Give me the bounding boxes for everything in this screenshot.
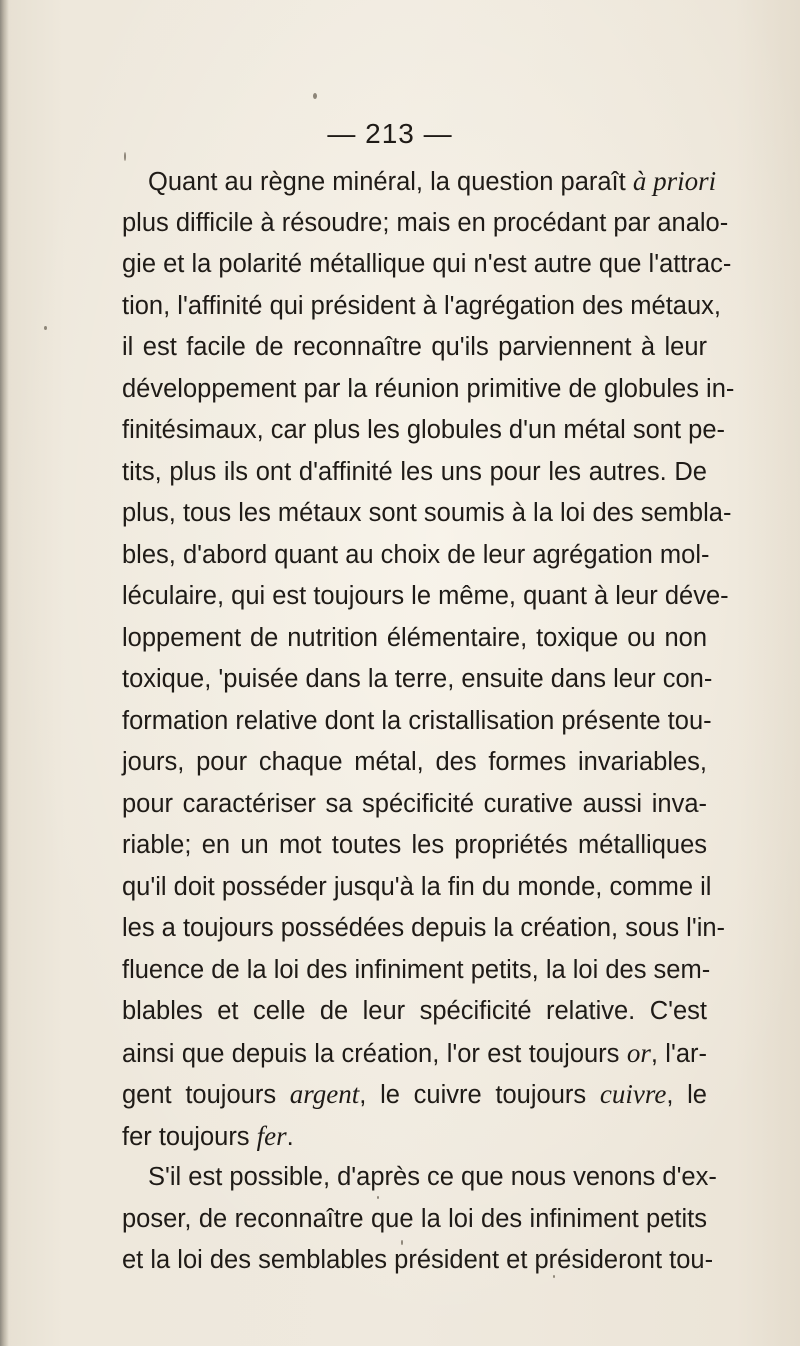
text-run: jours, pour chaque métal, des formes invariables, xyxy=(122,748,707,776)
text-run: gie et la polarité métallique qui n'est autre que l'attrac- xyxy=(122,250,732,278)
text-line xyxy=(122,1199,707,1241)
text-run: les a toujours possédées depuis la création, sous l'in- xyxy=(122,914,726,942)
text-line xyxy=(122,991,707,1033)
text-run: tits, plus ils ont d'affinité les uns pour les autres. De xyxy=(122,457,707,486)
text-run: finitésimaux, car plus les globules d'un métal sont pe- xyxy=(122,416,726,444)
text-run: plus, tous les métaux sont soumis à la loi des sembla- xyxy=(122,499,732,527)
text-line xyxy=(122,452,707,494)
text-line xyxy=(122,244,732,286)
text-line xyxy=(122,286,721,328)
text-line xyxy=(122,1240,714,1282)
text-run: gent toujours xyxy=(122,1081,290,1109)
text-run: tion, l'affinité qui président à l'agrégation des métaux, xyxy=(122,291,721,320)
text-run: toxique, 'puisée dans la terre, ensuite dans leur con- xyxy=(122,665,713,693)
text-run: riable; en un mot toutes les propriétés métalliques xyxy=(122,831,707,859)
text-line xyxy=(122,742,707,784)
text-run: il est facile de reconnaître qu'ils parviennent à leur xyxy=(122,333,707,361)
text-line xyxy=(122,1116,707,1158)
text-line xyxy=(122,1157,717,1199)
text-line xyxy=(122,161,717,203)
text-line xyxy=(122,493,732,535)
ink-speck xyxy=(124,152,126,161)
text-run: loppement de nutrition élémentaire, toxique ou non xyxy=(122,623,707,652)
text-line xyxy=(122,701,712,743)
ink-speck xyxy=(313,93,317,99)
text-run: qu'il doit posséder jusqu'à la fin du monde, comme il xyxy=(122,872,712,901)
italic-text-run: argent xyxy=(289,1079,360,1109)
ink-speck xyxy=(44,326,47,330)
text-run: et la loi des semblables président et présideront tou- xyxy=(122,1246,714,1274)
text-run: bles, d'abord quant au choix de leur agrégation mol- xyxy=(122,540,710,569)
text-run: poser, de reconnaître que la loi des infiniment petits xyxy=(122,1204,707,1233)
text-run: , l'ar- xyxy=(650,1039,707,1068)
text-line xyxy=(122,618,707,660)
text-line xyxy=(122,203,729,245)
text-line xyxy=(122,327,707,369)
text-run: pour caractériser sa spécificité curative aussi inva- xyxy=(122,789,707,818)
text-line xyxy=(122,369,735,411)
text-run: , le xyxy=(666,1081,707,1109)
text-run: développement par la réunion primitive de globules in- xyxy=(122,374,735,403)
text-run: fer toujours xyxy=(122,1122,257,1151)
text-line xyxy=(122,576,729,618)
text-line xyxy=(122,784,707,826)
text-line xyxy=(122,410,726,452)
text-run: plus difficile à résoudre; mais en procédant par analo- xyxy=(122,208,729,237)
text-run: ainsi que depuis la création, l'or est toujours xyxy=(122,1039,627,1068)
page-number: — 213 — xyxy=(327,118,453,149)
text-run: formation relative dont la cristallisation présente tou- xyxy=(122,706,712,735)
text-line xyxy=(122,825,707,867)
italic-text-run: cuivre xyxy=(599,1079,667,1109)
text-run: . xyxy=(286,1122,294,1151)
text-run: fluence de la loi des infiniment petits, la loi des sem- xyxy=(122,955,711,984)
text-line xyxy=(122,908,726,950)
text-line xyxy=(122,867,712,909)
text-run: S'il est possible, d'après ce que nous venons d'ex- xyxy=(148,1163,717,1191)
text-run: léculaire, qui est toujours le même, quant à leur déve- xyxy=(122,582,729,610)
text-line xyxy=(122,659,713,701)
body-text xyxy=(122,161,735,1282)
text-line xyxy=(122,1074,707,1116)
text-run: Quant au règne minéral, la question paraît xyxy=(148,168,633,196)
italic-text-run: fer xyxy=(256,1120,287,1151)
text-run: blables et celle de leur spécificité relative. C'est xyxy=(122,997,707,1025)
italic-text-run: or xyxy=(626,1037,651,1068)
text-line xyxy=(122,950,711,992)
text-line xyxy=(122,1033,707,1075)
italic-text-run: à priori xyxy=(632,166,717,196)
binding-gutter xyxy=(0,0,9,1346)
text-run: , le cuivre toujours xyxy=(359,1081,600,1109)
text-line xyxy=(122,535,710,577)
